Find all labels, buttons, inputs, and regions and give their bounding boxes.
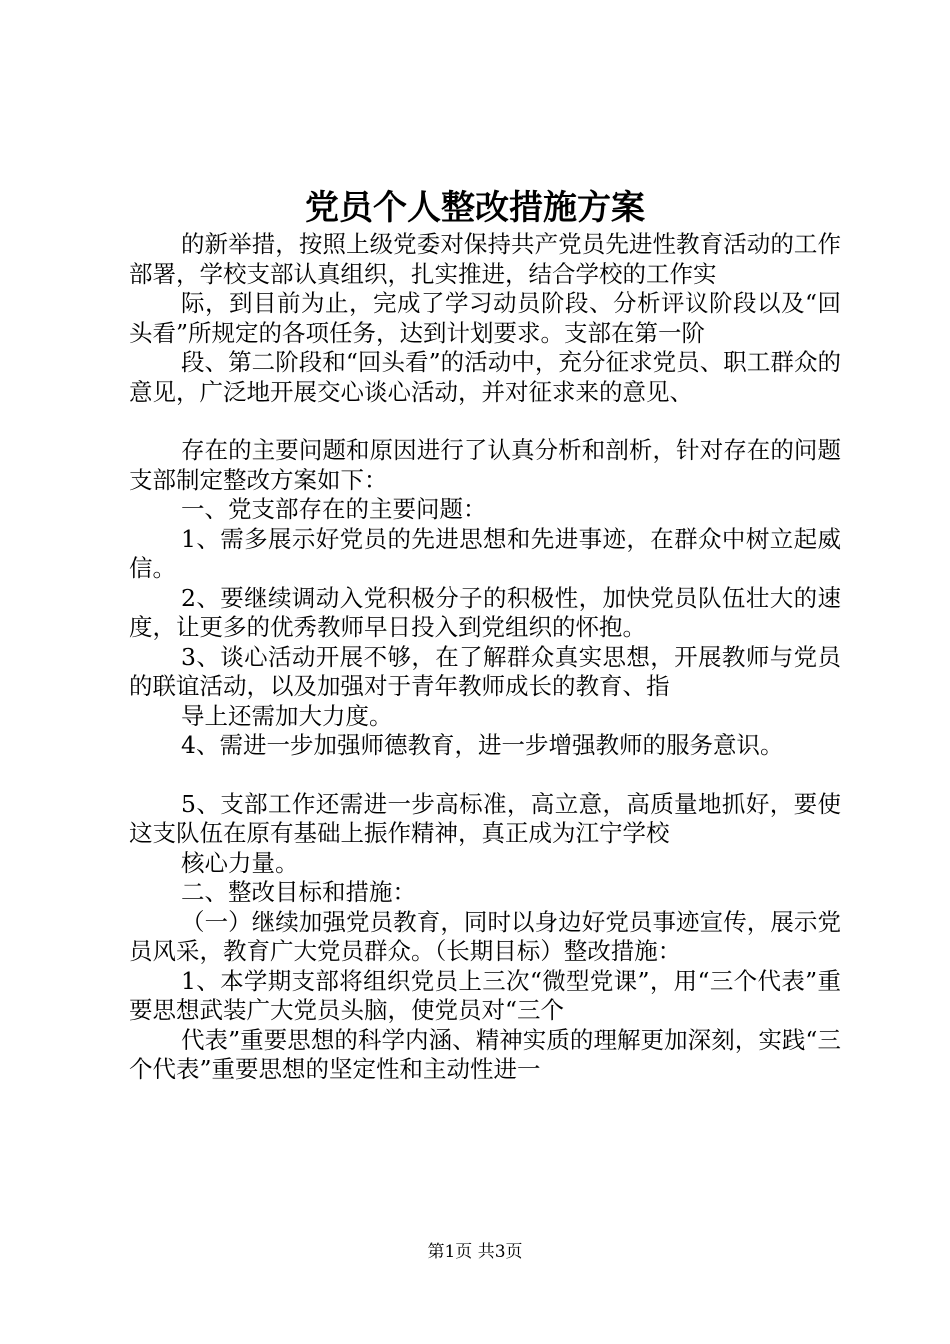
paragraph: 代表”重要思想的科学内涵、精神实质的理解更加深刻，实践“三个代表”重要思想的坚定性和主动性进一 (129, 1025, 841, 1083)
list-item: 1、需多展示好党员的先进思想和先进事迹，在群众中树立起威信。 (129, 524, 841, 582)
list-item: 5、支部工作还需进一步高标准，高立意，高质量地抓好，要使这支队伍在原有基础上振作精神，真正成为江宁学校 (129, 789, 841, 847)
paragraph: 段、第二阶段和“回头看”的活动中，充分征求党员、职工群众的意见，广泛地开展交心谈心活动，并对征求来的意见、 (129, 348, 841, 406)
paragraph: 存在的主要问题和原因进行了认真分析和剖析，针对存在的问题支部制定整改方案如下： (129, 436, 841, 494)
list-item: 4、需进一步加强师德教育，进一步增强教师的服务意识。 (181, 731, 784, 759)
section-heading: 二、整改目标和措施： (181, 878, 416, 906)
paragraph: 的新举措，按照上级党委对保持共产党员先进性教育活动的工作部署，学校支部认真组织，扎实推进，结合学校的工作实 (129, 230, 841, 288)
paragraph: 导上还需加大力度。 (181, 701, 393, 730)
list-item: 1、本学期支部将组织党员上三次“微型党课”，用“三个代表”重要思想武装广大党员头脑，使党员对“三个 (129, 966, 841, 1024)
section-heading: 一、党支部存在的主要问题： (181, 495, 487, 523)
paragraph: 核心力量。 (181, 848, 299, 877)
paragraph: 际，到目前为止，完成了学习动员阶段、分析评议阶段以及“回头看”所规定的各项任务，达到计划要求。支部在第一阶 (129, 289, 841, 347)
paragraph: （一）继续加强党员教育，同时以身边好党员事迹宣传，展示党员风采，教育广大党员群众。（长期目标）整改措施： (129, 907, 841, 965)
list-item: 2、要继续调动入党积极分子的积极性，加快党员队伍壮大的速度，让更多的优秀教师早日投入到党组织的怀抱。 (129, 583, 841, 641)
list-item: 3、谈心活动开展不够，在了解群众真实思想，开展教师与党员的联谊活动，以及加强对于青年教师成长的教育、指 (129, 642, 841, 700)
page-footer: 第1页 共3页 (427, 1242, 523, 1262)
document-title: 党员个人整改措施方案 (305, 188, 645, 228)
document-body (129, 230, 841, 1085)
